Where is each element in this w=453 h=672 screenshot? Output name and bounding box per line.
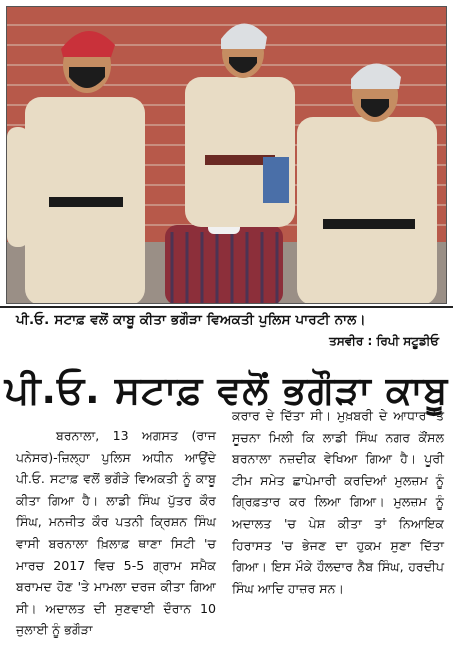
caption-divider	[0, 306, 453, 308]
article-paragraph: ਕਰਾਰ ਦੇ ਦਿੱਤਾ ਸੀ। ਮੁਖ਼ਬਰੀ ਦੇ ਆਧਾਰ 'ਤੇ ਸੂਚਨਾ ਮਿਲੀ ਕਿ ਲਾਡੀ ਸਿੰਘ ਨਗਰ ਕੌਂਸਲ ਬਰਨਾਲਾ ਨਜ਼ਦੀਕ ਵੇਖਿਆ ਗਿਆ ਹੈ। ਪੂਰੀ ਟੀਮ ਸਮੇਤ ਛਾਪੇਮਾਰੀ ਕਰਦਿਆਂ ਮੁਲਜ਼ਮ ਨੂੰ ਗ੍ਰਿਫ਼ਤਾਰ ਕਰ ਲਿਆ ਗਿਆ। ਮੁਲਜ਼ਮ ਨੂੰ ਅਦਾਲਤ 'ਚ ਪੇਸ਼ ਕੀਤਾ ਤਾਂ ਨਿਆਇਕ ਹਿਰਾਸਤ 'ਚ ਭੇਜਣ ਦਾ ਹੁਕਮ ਸੁਣਾ ਦਿੱਤਾ ਗਿਆ। ਇਸ ਮੌਕੇ ਹੌਲਦਾਰ ਨੈਬ ਸਿੰਘ, ਹਰਦੀਪ ਸਿੰਘ ਆਦਿ ਹਾਜ਼ਰ ਸਨ।	[232, 408, 444, 596]
photo-illustration	[7, 7, 447, 304]
article-paragraph: ਬਰਨਾਲਾ, 13 ਅਗਸਤ (ਰਾਜ ਪਨੇਸਰ)-ਜ਼ਿਲ੍ਹਾ ਪੁਲਿਸ ਅਧੀਨ ਆਉਂਦੇ ਪੀ.ਓ. ਸਟਾਫ਼ ਵਲੋਂ ਭਗੌੜੇ ਵਿਅਕਤੀ ਨੂੰ ਕਾਬੂ ਕੀਤਾ ਗਿਆ ਹੈ। ਲਾਡੀ ਸਿੰਘ ਪੁੱਤਰ ਕੌਰ ਸਿੰਘ, ਮਨਜੀਤ ਕੌਰ ਪਤਨੀ ਕ੍ਰਿਸ਼ਨ ਸਿੰਘ ਵਾਸੀ ਬਰਨਾਲਾ ਖ਼ਿਲਾਫ਼ ਥਾਣਾ ਸਿਟੀ 'ਚ ਮਾਰਚ 2017 ਵਿਚ 5-5 ਗ੍ਰਾਮ ਸਮੈਕ ਬਰਾਮਦ ਹੋਣ 'ਤੇ ਮਾਮਲਾ ਦਰਜ ਕੀਤਾ ਗਿਆ ਸੀ। ਅਦਾਲਤ ਦੀ ਸੁਣਵਾਈ ਦੌਰਾਨ 10 ਜੁਲਾਈ ਨੂੰ ਭਗੌੜਾ	[16, 428, 216, 638]
photo-caption: ਪੀ.ਓ. ਸਟਾਫ਼ ਵਲੋਂ ਕਾਬੂ ਕੀਤਾ ਭਗੌੜਾ ਵਿਅਕਤੀ ਪੁਲਿਸ ਪਾਰਟੀ ਨਾਲ।	[16, 312, 366, 328]
article-column-1	[16, 425, 216, 641]
article-column-2	[232, 405, 444, 599]
article-headline: ਪੀ.ਓ. ਸਟਾਫ਼ ਵਲੋਂ ਭਗੌੜਾ ਕਾਬੂ	[4, 368, 449, 412]
news-photo	[6, 6, 447, 304]
photo-credit: ਤਸਵੀਰ : ਰਿਪੀ ਸਟੂਡੀਓ	[329, 334, 439, 348]
